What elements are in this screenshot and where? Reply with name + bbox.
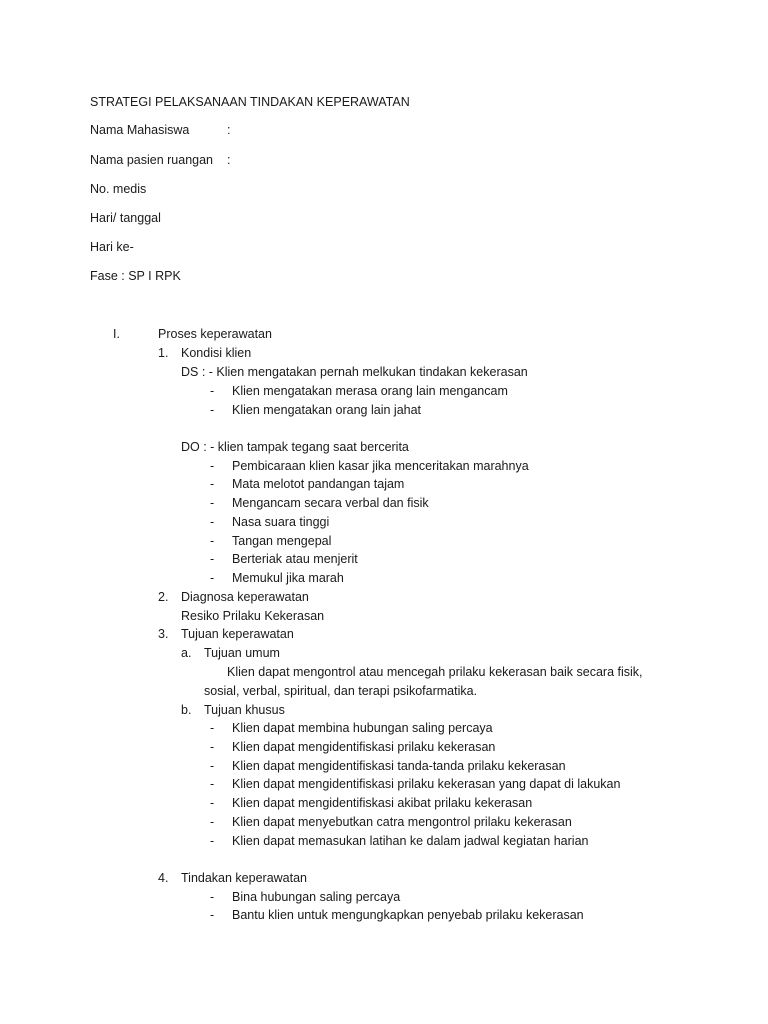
tujuan-khusus-title: Tujuan khusus	[204, 703, 285, 717]
item1-number: 1.	[158, 346, 169, 360]
tujuan-khusus-label: b.	[181, 703, 192, 717]
hari-tanggal-label: Hari/ tanggal	[90, 211, 161, 225]
item2-text: Resiko Prilaku Kekerasan	[181, 609, 325, 623]
do-item: Pembicaraan klien kasar jika menceritakan marahnya	[232, 459, 529, 473]
no-medis-label: No. medis	[90, 182, 147, 196]
khusus-bullet-dash: -	[210, 777, 215, 791]
khusus-item: Klien dapat mengidentifiskasi tanda-tanda prilaku kekerasan	[232, 759, 566, 773]
do-bullet-dash: -	[210, 534, 215, 548]
item2-title: Diagnosa keperawatan	[181, 590, 309, 604]
ds-bullet-dash: -	[210, 384, 215, 398]
tujuan-umum-title: Tujuan umum	[204, 646, 280, 660]
khusus-bullet-dash: -	[210, 815, 215, 829]
item3-number: 3.	[158, 627, 169, 641]
fase-label: Fase : SP I RPK	[90, 269, 181, 283]
do-bullet-dash: -	[210, 459, 215, 473]
section-title: Proses keperawatan	[158, 327, 272, 341]
khusus-item: Klien dapat memasukan latihan ke dalam jadwal kegiatan harian	[232, 834, 589, 848]
khusus-item: Klien dapat mengidentifiskasi prilaku kekerasan yang dapat di lakukan	[232, 777, 621, 791]
item4-number: 4.	[158, 871, 169, 885]
ds-heading: DS : - Klien mengatakan pernah melkukan tindakan kekerasan	[181, 365, 528, 379]
item3-title: Tujuan keperawatan	[181, 627, 294, 641]
do-item: Mata melotot pandangan tajam	[232, 477, 405, 491]
item2-number: 2.	[158, 590, 169, 604]
tindakan-item: Bantu klien untuk mengungkapkan penyebab prilaku kekerasan	[232, 908, 584, 922]
ds-item: Klien mengatakan merasa orang lain mengancam	[232, 384, 508, 398]
tindakan-bullet-dash: -	[210, 890, 215, 904]
do-heading: DO : - klien tampak tegang saat bercerita	[181, 440, 409, 454]
tindakan-item: Bina hubungan saling percaya	[232, 890, 401, 904]
ds-bullet-dash: -	[210, 403, 215, 417]
khusus-bullet-dash: -	[210, 796, 215, 810]
do-item: Memukul jika marah	[232, 571, 344, 585]
nama-pasien-label: Nama pasien ruangan	[90, 153, 213, 167]
khusus-bullet-dash: -	[210, 721, 215, 735]
do-item: Tangan mengepal	[232, 534, 332, 548]
khusus-bullet-dash: -	[210, 834, 215, 848]
khusus-item: Klien dapat membina hubungan saling percaya	[232, 721, 493, 735]
khusus-item: Klien dapat menyebutkan catra mengontrol prilaku kekerasan	[232, 815, 572, 829]
item4-title: Tindakan keperawatan	[181, 871, 308, 885]
section-numeral: I.	[113, 327, 120, 341]
item1-title: Kondisi klien	[181, 346, 252, 360]
do-bullet-dash: -	[210, 515, 215, 529]
do-bullet-dash: -	[210, 571, 215, 585]
nama-mahasiswa-label: Nama Mahasiswa	[90, 123, 190, 137]
do-item: Mengancam secara verbal dan fisik	[232, 496, 429, 510]
nama-mahasiswa-colon: :	[227, 123, 231, 137]
tujuan-umum-text-cont: sosial, verbal, spiritual, dan terapi psikofarmatika.	[204, 684, 478, 698]
do-item: Berteriak atau menjerit	[232, 552, 358, 566]
tujuan-umum-text: Klien dapat mengontrol atau mencegah prilaku kekerasan baik secara fisik,	[227, 665, 643, 679]
do-bullet-dash: -	[210, 496, 215, 510]
document-title: STRATEGI PELAKSANAAN TINDAKAN KEPERAWATAN	[90, 95, 410, 109]
khusus-item: Klien dapat mengidentifiskasi prilaku kekerasan	[232, 740, 496, 754]
tujuan-umum-label: a.	[181, 646, 192, 660]
do-item: Nasa suara tinggi	[232, 515, 330, 529]
nama-pasien-colon: :	[227, 153, 231, 167]
khusus-item: Klien dapat mengidentifiskasi akibat prilaku kekerasan	[232, 796, 533, 810]
tindakan-bullet-dash: -	[210, 908, 215, 922]
do-bullet-dash: -	[210, 477, 215, 491]
hari-ke-label: Hari ke-	[90, 240, 134, 254]
khusus-bullet-dash: -	[210, 740, 215, 754]
do-bullet-dash: -	[210, 552, 215, 566]
ds-item: Klien mengatakan orang lain jahat	[232, 403, 422, 417]
khusus-bullet-dash: -	[210, 759, 215, 773]
